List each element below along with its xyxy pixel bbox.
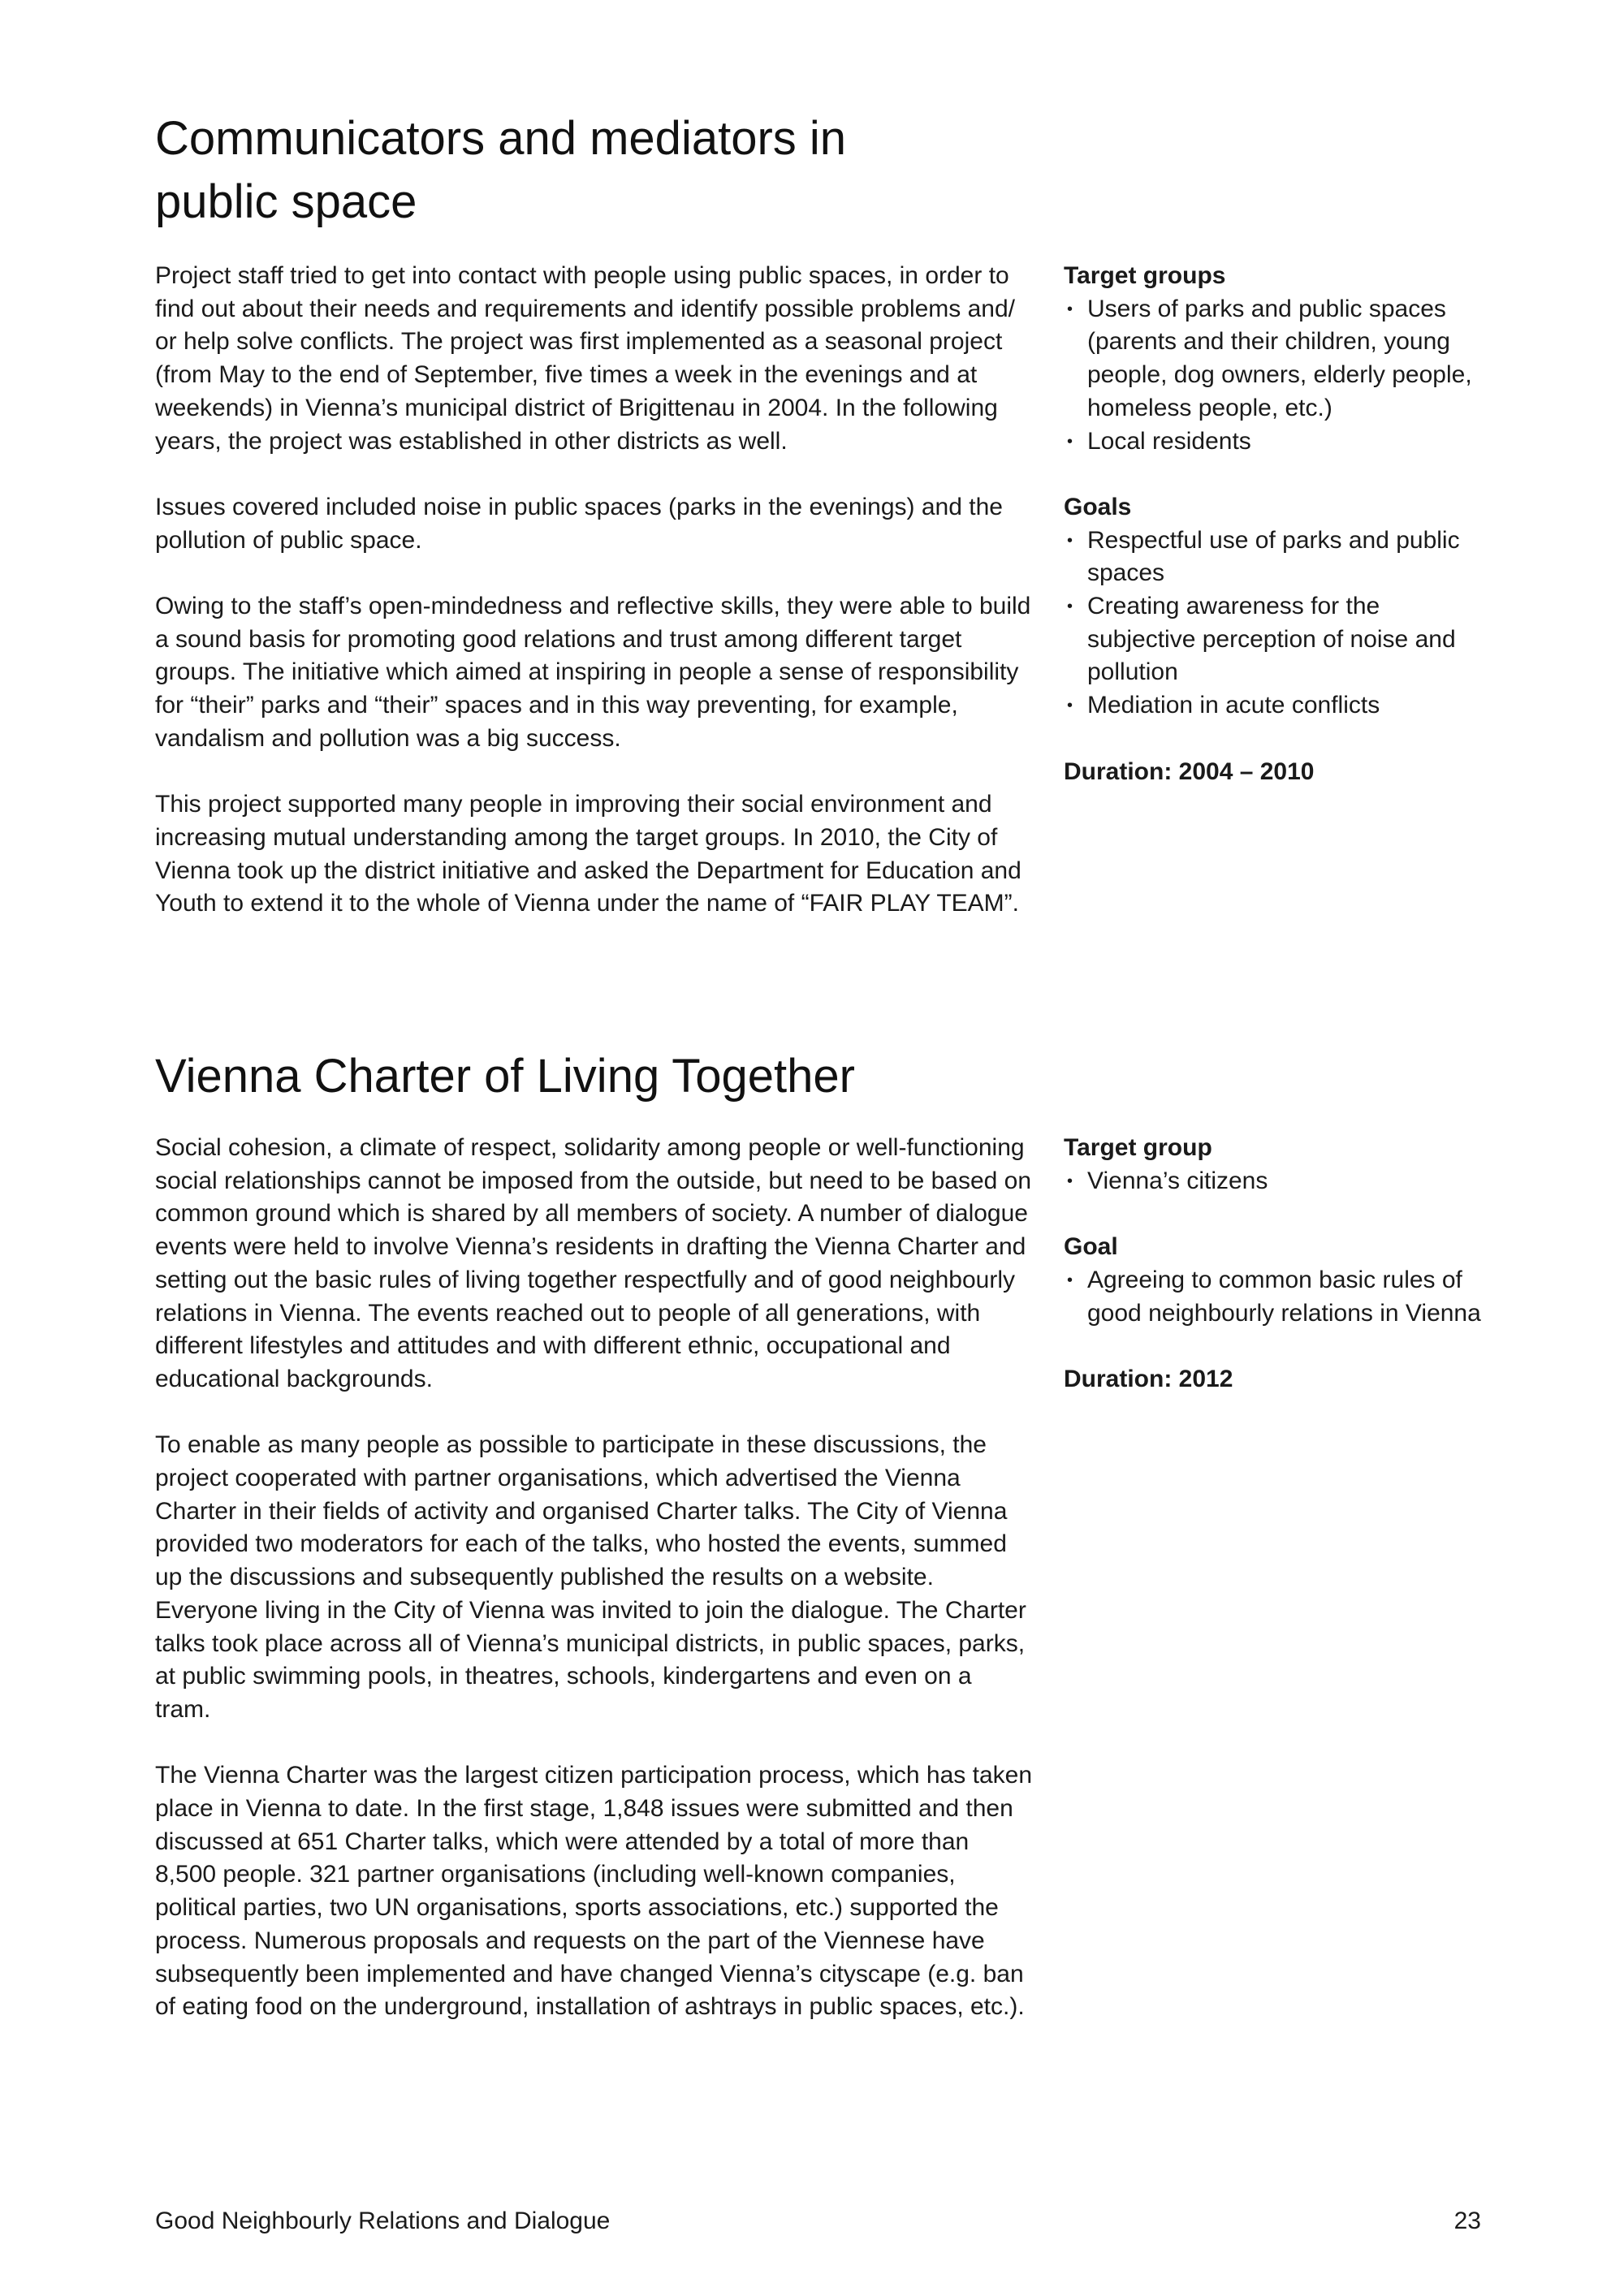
paragraph: The Vienna Charter was the largest citizen participation process, which has taken place in Vienna to date. In the first stage, 1,848 issues were submitted and then discussed at 651 Charter talks, which were attended by a total of more than 8,500 people. 321 partner organisations (including well-known companies, political parties, two UN organisations, sports associations, etc.) supported the process. Numerous proposals and requests on the part of the Viennese have subsequently been implemented and have changed Vienna’s cityscape (e.g. ban of eating food on the underground, installation of ashtrays in public spaces, etc.). xyxy=(155,1762,1033,2021)
list-item: • Vienna’s citizens xyxy=(1064,1165,1486,1198)
paragraph: This project supported many people in improving their social environment and increasing mutual understanding among the target groups. In 2010, the City of Vienna took up the district initiative and asked the Department for Education and Youth to extend it to the whole of Vienna under the name of “FAIR PLAY TEAM”. xyxy=(155,791,1021,917)
section-body-vienna-charter xyxy=(155,1132,1034,2057)
target-groups-list xyxy=(1064,293,1486,459)
duration-label: Duration: 2012 xyxy=(1064,1365,1233,1392)
list-item: • Local residents xyxy=(1064,425,1486,459)
goal-heading: Goal xyxy=(1064,1233,1118,1261)
section-title-vienna-charter: Vienna Charter of Living Together xyxy=(155,1050,855,1103)
goal-list xyxy=(1064,1264,1486,1330)
goals-heading: Goals xyxy=(1064,493,1132,520)
goals-list xyxy=(1064,524,1486,723)
section-body-communicators xyxy=(155,260,1034,954)
section-title-communicators: Communicators and mediators in public space xyxy=(155,112,847,228)
list-item: • Users of parks and public spaces (parents and their children, young people, dog owners, elderly people, homeless people, etc.) xyxy=(1064,293,1486,425)
paragraph: Owing to the staff’s open-mindedness and reflective skills, they were able to build a sound basis for promoting good relations and trust among different target groups. The initiative which aimed at inspiring in people a sense of responsibility for “their” parks and “their” spaces and in this way preventing, for example, vandalism and pollution was a big success. xyxy=(155,593,1031,752)
paragraph: Social cohesion, a climate of respect, solidarity among people or well-functioning social relationships cannot be imposed from the outside, but need to be based on common ground which is shared by all members of society. A number of dialogue events were held to involve Vienna’s residents in drafting the Vienna Charter and setting out the basic rules of living together respectfully and of good neighbourly relations in Vienna. The events reached out to people of all generations, with different lifestyles and attitudes and with different ethnic, occupational and educational backgrounds. xyxy=(155,1134,1032,1392)
list-item: • Mediation in acute conflicts xyxy=(1064,689,1486,723)
sidebar-communicators xyxy=(1064,260,1486,788)
paragraph: Issues covered included noise in public spaces (parks in the evenings) and the pollution of public space. xyxy=(155,493,1003,554)
list-item: • Agreeing to common basic rules of good neighbourly relations in Vienna xyxy=(1064,1264,1486,1330)
paragraph: Project staff tried to get into contact with people using public spaces, in order to find out about their needs and requirements and identify possible problems and/ or help solve conflicts. The project was first implemented as a seasonal project (from May to the end of September, five times a week in the evenings and at weekends) in Vienna’s municipal district of Brigittenau in 2004. In the following years, the project was established in other districts as well. xyxy=(155,262,1016,455)
page-number: 23 xyxy=(1453,2208,1481,2234)
paragraph: To enable as many people as possible to participate in these discussions, the project cooperated with partner organisations, which advertised the Vienna Charter in their fields of activity and organised Charter talks. The City of Vienna provided two moderators for each of the talks, who hosted the events, summed up the discussions and subsequently published the results on a website. Everyone living in the City of Vienna was invited to join the dialogue. The Charter talks took place across all of Vienna’s municipal districts, in public spaces, parks, at public swimming pools, in theatres, schools, kindergartens and even on a tram. xyxy=(155,1431,1026,1723)
sidebar-vienna-charter xyxy=(1064,1132,1486,1396)
duration-label: Duration: 2004 – 2010 xyxy=(1064,757,1315,785)
list-item: • Creating awareness for the subjective perception of noise and pollution xyxy=(1064,590,1486,689)
target-group-list xyxy=(1064,1165,1486,1198)
target-group-heading: Target group xyxy=(1064,1134,1212,1161)
target-groups-heading: Target groups xyxy=(1064,262,1226,289)
list-item: • Respectful use of parks and public spaces xyxy=(1064,524,1486,590)
footer-title: Good Neighbourly Relations and Dialogue xyxy=(155,2208,611,2234)
